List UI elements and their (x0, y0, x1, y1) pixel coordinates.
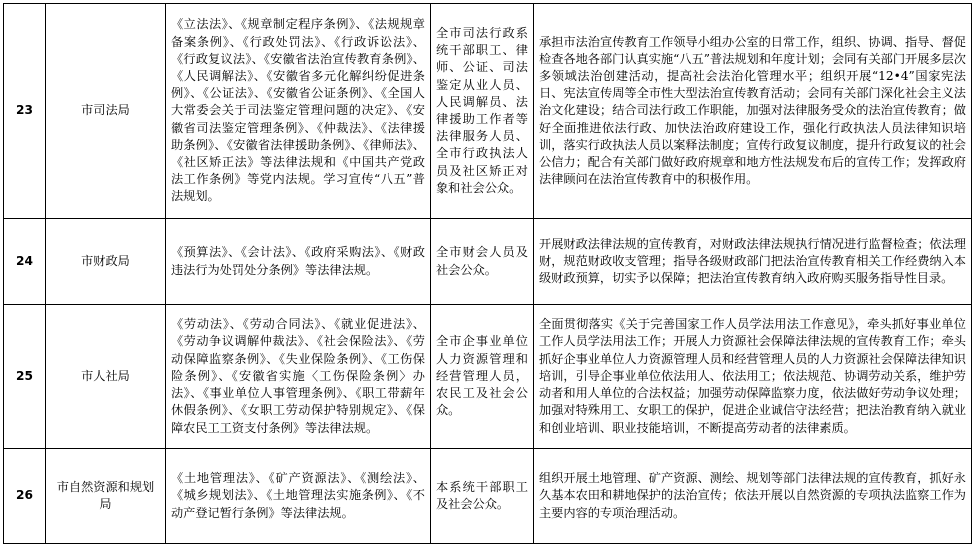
target-audience: 全市司法行政系统干部职工、律师、公证、司法鉴定从业人员、人民调解员、法律援助工作者等法律服务人员、全市行政执法人员及社区矫正对象和社会公众。 (431, 4, 534, 219)
duty-description: 承担市法治宣传教育工作领导小组办公室的日常工作，组织、协调、指导、督促检查各地各部门认真实施“八五”普法规划和年度计划；会同有关部门开展多层次多领域法治创建活动，提高社会法治化管理水平；组织开展“12•4”国家宪法日、宪法宣传周等全市性大型法治宣传教育活动；会同有关部门深化社会主义法治文化建设；结合司法行政工作职能，加强对法律服务受众的法治宣传教育；做好全面推进依法行政、加快法治政府建设工作，强化行政执法人员法律知识培训，落实行政执法人员以案释法制度；宣传行政复议制度，提升行政复议的社会公信力；配合有关部门做好政府规章和地方性法规发布后的宣传工作；发挥政府法律顾问在法治宣传教育中的积极作用。 (534, 4, 972, 219)
responsible-unit: 市司法局 (46, 4, 166, 219)
table-row (4, 449, 972, 544)
row-number: 23 (4, 4, 46, 219)
row-number: 25 (4, 305, 46, 449)
row-number: 24 (4, 219, 46, 305)
duty-description: 组织开展土地管理、矿产资源、测绘、规划等部门法律法规的宣传教育，抓好永久基本农田和耕地保护的法治宣传；依法开展以自然资源的专项执法监察工作为主要内容的专项治理活动。 (534, 449, 972, 544)
target-audience: 本系统干部职工及社会公众。 (431, 449, 534, 544)
target-audience: 全市企事业单位人力资源管理和经营管理人员，农民工及社会公众。 (431, 305, 534, 449)
responsible-unit: 市自然资源和规划局 (46, 449, 166, 544)
laws-content: 《劳动法》、《劳动合同法》、《就业促进法》、《劳动争议调解仲裁法》、《社会保险法》、《劳动保障监察条例》、《失业保险条例》、《工伤保险条例》、《安徽省实施〈工伤保险条例〉办法》、《事业单位人事管理条例》、《职工带薪年休假条例》、《女职工劳动保护特别规定》、《保障农民工工资支付条例》等法律法规。 (166, 305, 431, 449)
table-row (4, 305, 972, 449)
responsible-unit: 市人社局 (46, 305, 166, 449)
laws-content: 《立法法》、《规章制定程序条例》、《法规规章备案条例》、《行政处罚法》、《行政诉讼法》、《行政复议法》、《安徽省法治宣传教育条例》、《人民调解法》、《安徽省多元化解纠纷促进条例》、《公证法》、《安徽省公证条例》、《全国人大常委会关于司法鉴定管理问题的决定》、《安徽省司法鉴定管理条例》、《仲裁法》、《法律援助条例》、《安徽省法律援助条例》、《律师法》、《社区矫正法》等法律法规和《中国共产党政法工作条例》等党内法规。学习宣传“八五”普法规划。 (166, 4, 431, 219)
row-number: 26 (4, 449, 46, 544)
table-row (4, 4, 972, 219)
table-row (4, 219, 972, 305)
law-duty-table (3, 3, 972, 544)
duty-description: 全面贯彻落实《关于完善国家工作人员学法用法工作意见》，牵头抓好事业单位工作人员学法用法工作；开展人力资源社会保障法律法规的宣传教育工作；牵头抓好企事业单位人力资源管理人员和经营管理人员的人力资源社会保障法律知识培训，引导企事业单位依法用人、依法用工；依法规范、协调劳动关系，维护劳动者和用人单位的合法权益；加强劳动保障监察力度，依法做好劳动争议处理；加强对特殊用工、女职工的保护，促进企业诚信守法经营；把法治教育纳入就业和创业培训、职业技能培训，不断提高劳动者的法律素质。 (534, 305, 972, 449)
responsible-unit: 市财政局 (46, 219, 166, 305)
duty-description: 开展财政法律法规的宣传教育，对财政法律法规执行情况进行监督检查；依法理财，规范财政收支管理；指导各级财政部门把法治宣传教育相关工作经费纳入本级财政预算，切实予以保障；把法治宣传教育纳入政府购买服务指导性目录。 (534, 219, 972, 305)
laws-content: 《土地管理法》、《矿产资源法》、《测绘法》、《城乡规划法》、《土地管理法实施条例》、《不动产登记暂行条例》等法律法规。 (166, 449, 431, 544)
laws-content: 《预算法》、《会计法》、《政府采购法》、《财政违法行为处罚处分条例》等法律法规。 (166, 219, 431, 305)
target-audience: 全市财会人员及社会公众。 (431, 219, 534, 305)
